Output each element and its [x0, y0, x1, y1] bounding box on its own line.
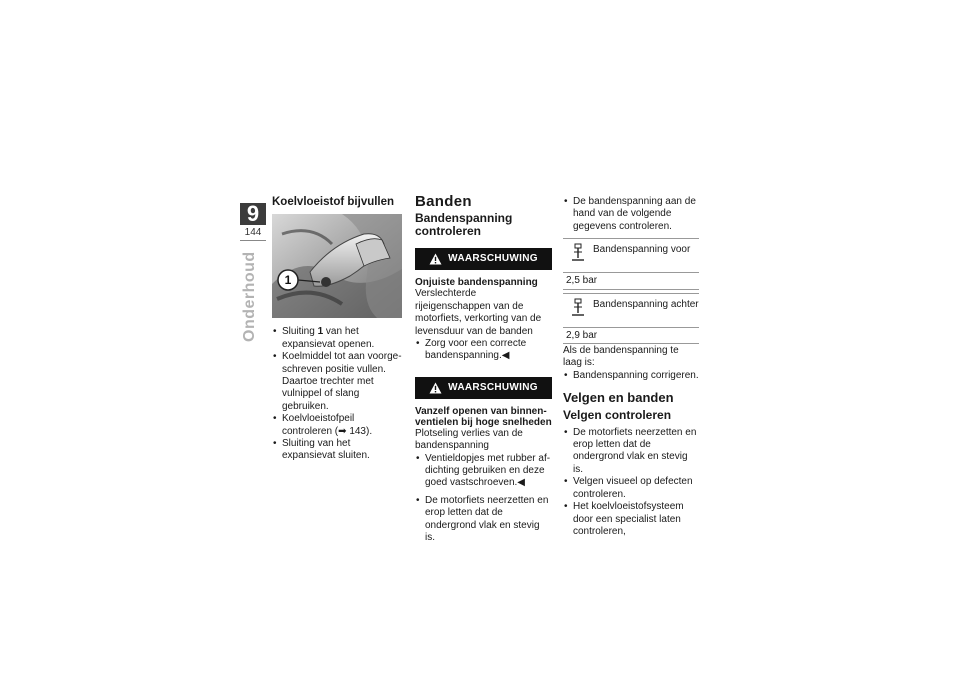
callout-1: 1 — [284, 273, 292, 288]
spec-front-pressure — [563, 238, 699, 289]
spec-value: 2,9 bar — [566, 329, 598, 341]
warning-text: Plotseling verlies van de bandenspanning — [415, 427, 523, 452]
coolant-reservoir-photo — [272, 214, 402, 318]
warning-actions — [415, 453, 552, 490]
warning-triangle-icon — [429, 382, 442, 394]
tyres-heading: Banden — [415, 193, 472, 210]
list-item: • Koelvloeistofpeil controleren (➡ 143). — [272, 413, 402, 438]
rims-steps — [563, 427, 699, 539]
list-item: • Sluiting van het expansievat sluiten. — [272, 438, 402, 463]
list-item: • Velgen visueel op defecten controleren. — [563, 476, 699, 501]
list-item: • De motorfiets neerzetten en erop letten dat de ondergrond vlak en stevig is. — [415, 495, 552, 545]
chapter-number: 9 — [240, 203, 266, 225]
spec-label: Bandenspanning achter — [593, 298, 699, 310]
coolant-heading: Koelvloeistof bijvullen — [272, 196, 395, 208]
column-tyres — [415, 193, 552, 545]
warning-triangle-icon — [429, 253, 442, 265]
tyre-steps-continued — [563, 196, 699, 233]
column-pressure-rims — [563, 196, 699, 538]
page-ref[interactable]: 143 — [349, 425, 366, 437]
page-ref-arrow-icon: ➡ — [338, 425, 350, 437]
warning-text: Verslechterde rijeigenschappen van de motorfiets, verkorting van de levensduur van de banden — [415, 288, 542, 337]
low-pressure-text: Als de bandenspanning te laag is: — [563, 345, 679, 369]
tyre-pressure-subheading: Bandenspanning controleren — [415, 211, 513, 239]
list-item: • Bandenspanning corrigeren. — [563, 370, 699, 382]
warning-title: Onjuiste bandenspanning — [415, 277, 538, 289]
spec-label: Bandenspanning voor — [593, 244, 691, 256]
column-coolant — [272, 196, 402, 463]
page-number-rule — [240, 240, 266, 241]
warning-title: Vanzelf openen van binnenventielen bij hoge snelheden — [415, 405, 552, 428]
list-item: • Ventieldopjes met rubber afdichting gebruiken en deze goed vastschroeven.◀ — [415, 453, 552, 490]
list-item: • De motorfiets neerzetten en erop letten dat de ondergrond vlak en stevig is. — [563, 427, 699, 477]
warning-label: WAARSCHUWING — [448, 381, 538, 393]
warning-banner — [415, 248, 552, 270]
spec-rear-pressure — [563, 293, 699, 344]
list-item: • Sluiting 1 van het expansievat openen. — [272, 326, 402, 351]
page-number: 144 — [244, 227, 262, 238]
tyre-valve-icon — [567, 298, 589, 318]
coolant-steps — [272, 326, 402, 462]
list-item: • Zorg voor een correcte bandenspanning.◀ — [415, 338, 552, 363]
low-pressure-actions — [563, 370, 699, 382]
warning-banner — [415, 377, 552, 399]
rims-heading: Velgen en banden — [563, 390, 674, 406]
tyre-steps — [415, 495, 552, 545]
chapter-title: Onderhoud — [241, 251, 258, 342]
spec-value: 2,5 bar — [566, 275, 598, 287]
list-item: • Het koelvloeistofsysteem door een specialist laten controleren, — [563, 501, 699, 538]
tyre-valve-icon — [567, 243, 589, 263]
warning-label: WAARSCHUWING — [448, 253, 538, 265]
reservoir-illustration — [272, 214, 402, 318]
list-item: • Koelmiddel tot aan voorgeschreven positie vullen. Daartoe trechter met vulnippel of slang gebruiken. — [272, 351, 402, 413]
warning-actions — [415, 338, 552, 363]
list-item: • De bandenspanning aan de hand van de volgende gegevens controleren. — [563, 196, 699, 233]
rims-subheading: Velgen controleren — [563, 407, 672, 422]
